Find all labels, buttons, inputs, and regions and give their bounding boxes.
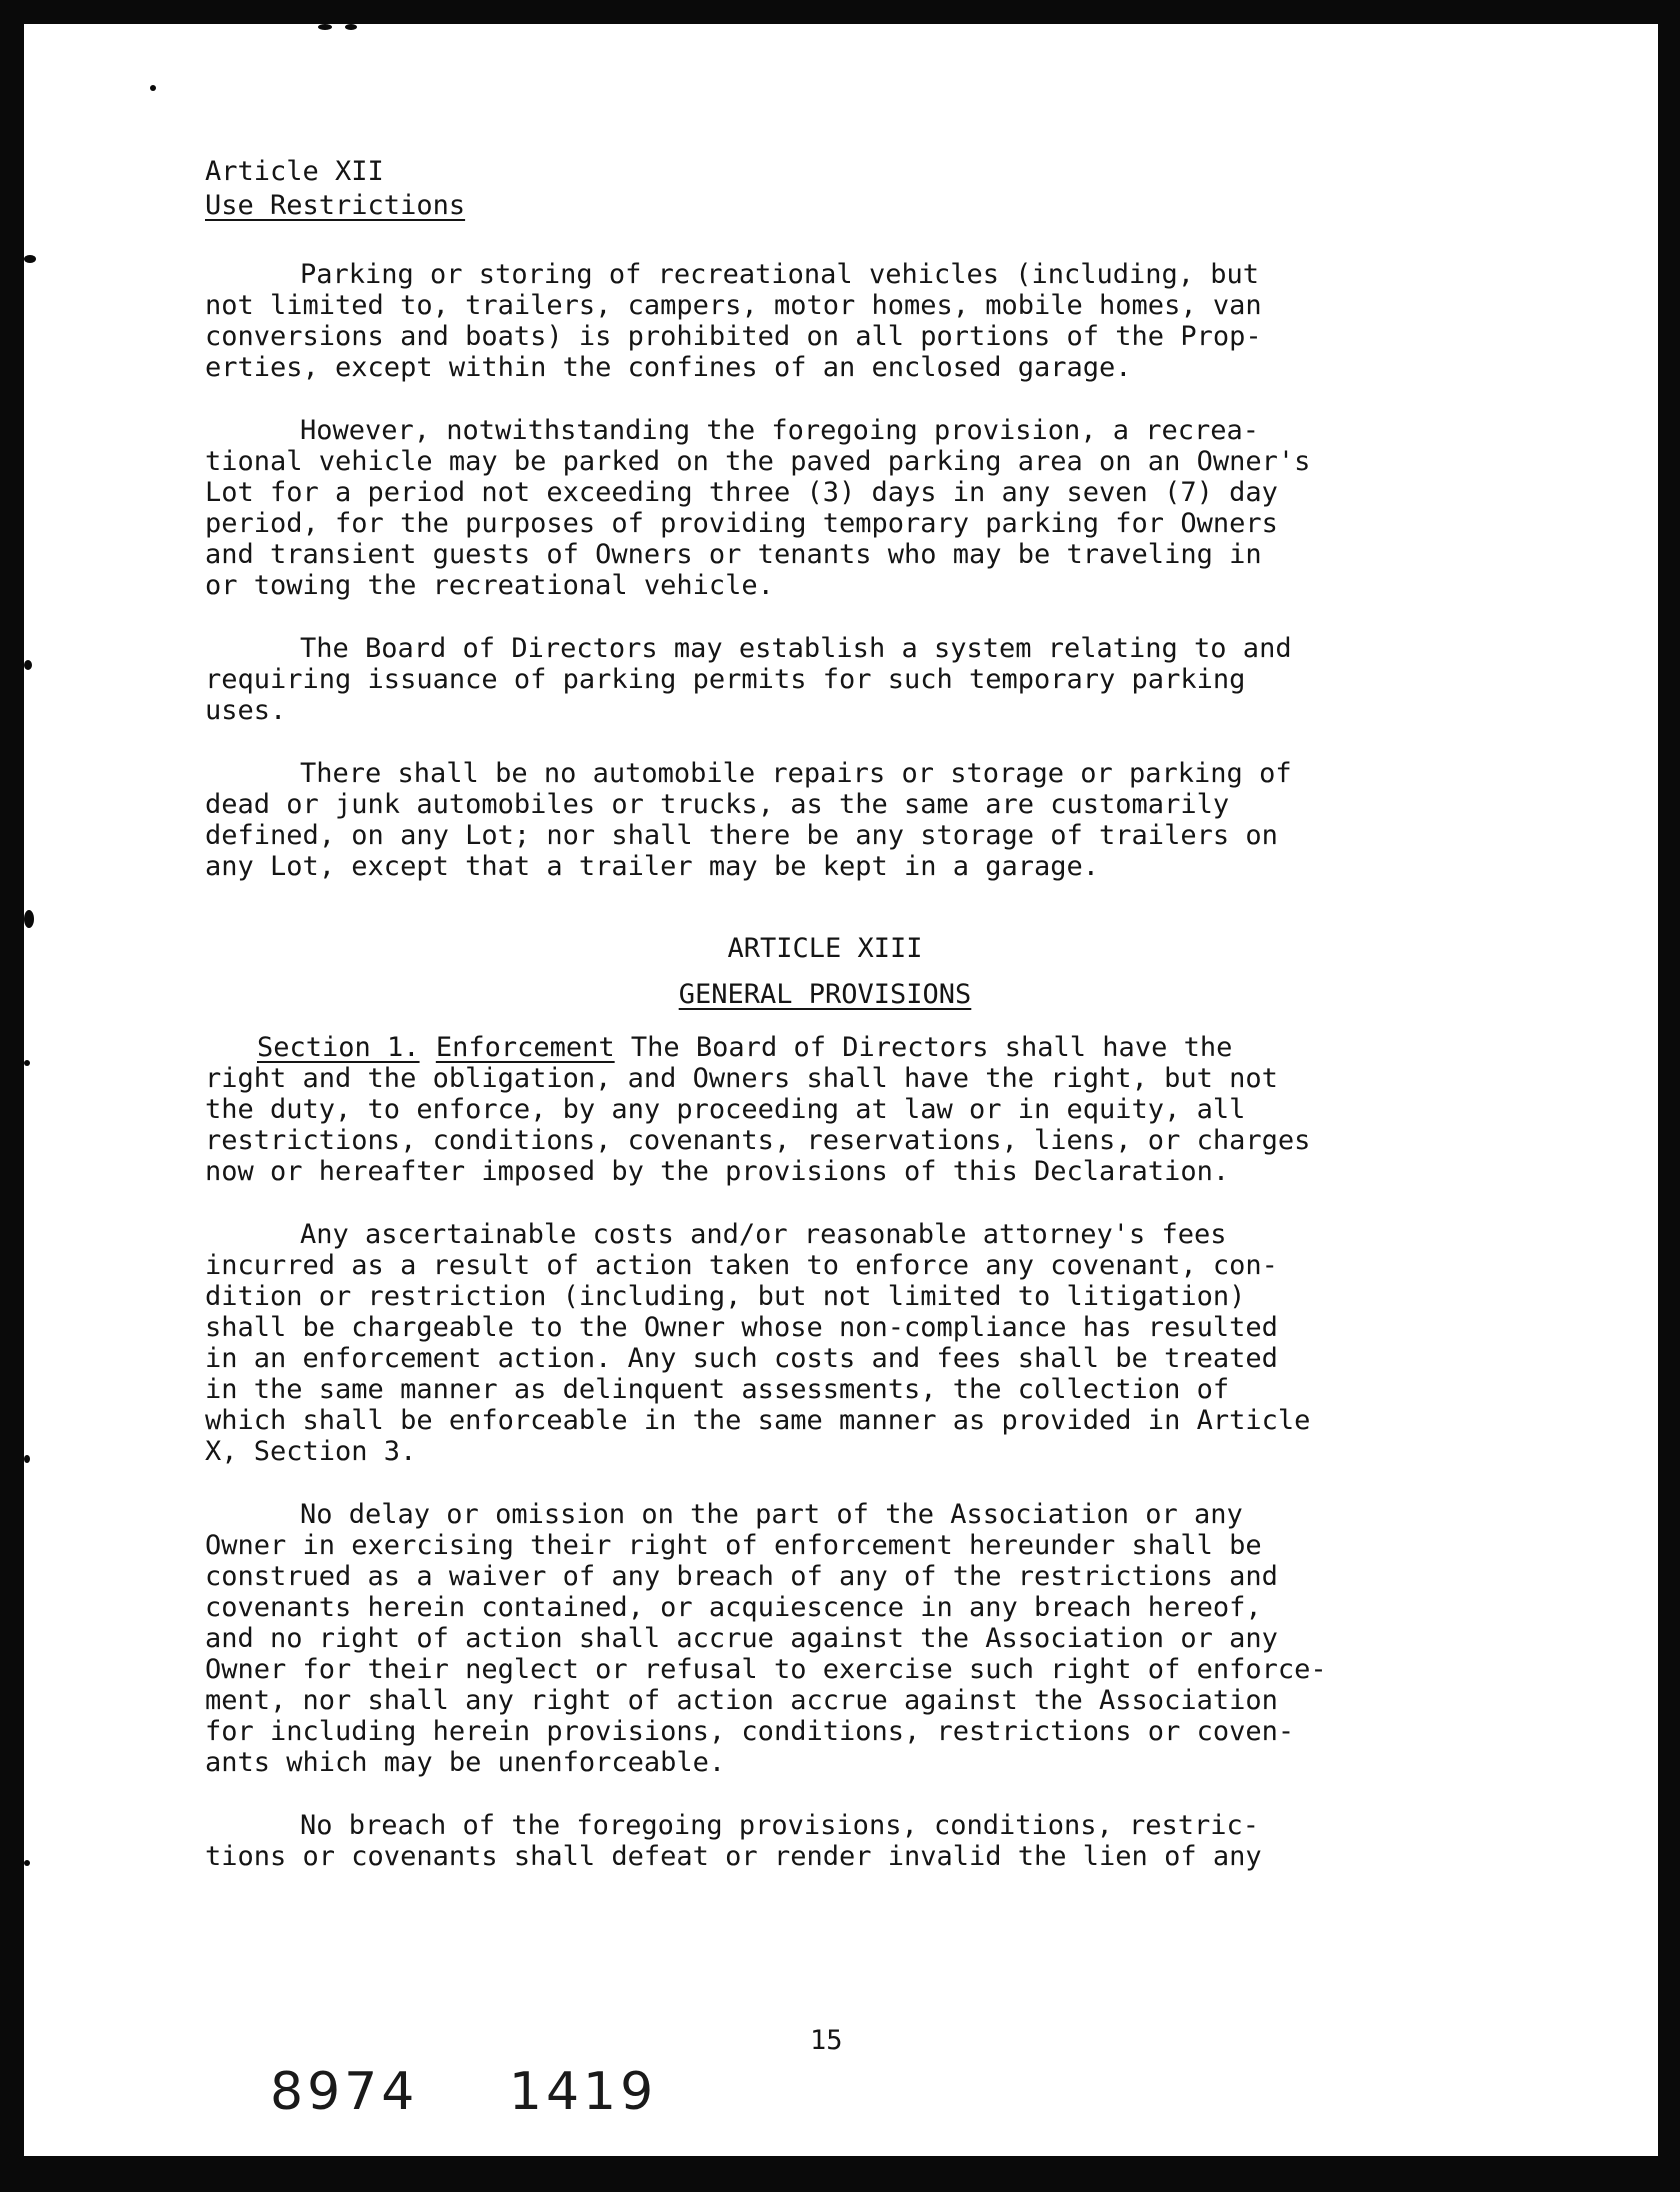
section-1-label: Section 1. <box>257 1032 420 1063</box>
document-body <box>205 155 1525 1872</box>
reference-number-right: 1419 <box>508 2062 658 2122</box>
scan-border-right <box>1658 0 1680 2192</box>
scan-speck <box>24 910 34 928</box>
article-xiii-heading: ARTICLE XIII <box>727 933 923 964</box>
article-xii-subheading: Use Restrictions <box>205 190 466 221</box>
handwritten-reference-numbers <box>270 2062 657 2122</box>
article-xii-heading: Article XII <box>205 156 384 187</box>
scan-speck <box>150 85 156 91</box>
scan-border-left <box>0 0 24 2192</box>
article-xii-paragraph-1: Parking or storing of recreational vehicles (including, but not limited to, trailers, campers, motor homes, mobile homes, van conversions and boats) is prohibited on all portions of the Prop- erties, except within the confines of an enclosed garage. <box>205 259 1262 383</box>
section-1-paragraph <box>205 1032 1525 1187</box>
scan-speck <box>24 1455 30 1463</box>
article-xii-paragraph-3: The Board of Directors may establish a system relating to and requiring issuance of parking permits for such temporary parking uses. <box>205 633 1292 726</box>
scan-border-bottom <box>0 2156 1680 2192</box>
page-number: 15 <box>810 2025 843 2056</box>
scan-speck <box>24 660 32 670</box>
article-xiii-paragraph-2: No delay or omission on the part of the Association or any Owner in exercising their right of enforcement hereunder shall be construed as a waiver of any breach of any of the restrictions and covenants herein contained, or acquiescence in any breach hereof, and no right of action shall accrue against the Association or any Owner for their neglect or refusal to exercise such right of enforce- ment, nor shall any right of action accrue against the Association for including herein provisions, conditions, restrictions or coven- ants which may be unenforceable. <box>205 1499 1327 1778</box>
scan-speck <box>24 1060 30 1066</box>
scan-speck <box>24 1860 30 1866</box>
scan-speck <box>318 24 332 30</box>
article-xii-paragraph-4: There shall be no automobile repairs or storage or parking of dead or junk automobiles or trucks, as the same are customarily defined, on any Lot; nor shall there be any storage of trailers on any Lot, except that a trailer may be kept in a garage. <box>205 758 1292 882</box>
reference-number-left: 8974 <box>270 2062 419 2122</box>
article-xiii-subheading: GENERAL PROVISIONS <box>678 979 972 1010</box>
section-1-text: The Board of Directors shall have the right and the obligation, and Owners shall have the right, but not the duty, to enforce, by any proceeding at law or in equity, all restrictions, conditions, covenants, reservations, liens, or charges now or hereafter imposed by the provisions of this Declaration. <box>205 1032 1311 1187</box>
article-xii-paragraph-2: However, notwithstanding the foregoing provision, a recrea- tional vehicle may be parked on the paved parking area on an Owner's Lot for a period not exceeding three (3) days in any seven (7) day period, for the purposes of providing temporary parking for Owners and transient guests of Owners or tenants who may be traveling in or towing the recreational vehicle. <box>205 415 1311 601</box>
scan-border-top <box>0 0 1680 24</box>
article-xiii-paragraph-1: Any ascertainable costs and/or reasonable attorney's fees incurred as a result of action taken to enforce any covenant, con- dition or restriction (including, but not limited to litigation) shall be chargeable to the Owner whose non-compliance has resulted in an enforcement action. Any such costs and fees shall be treated in the same manner as delinquent assessments, the collection of which shall be enforceable in the same manner as provided in Article X, Section 3. <box>205 1219 1311 1467</box>
section-1-title: Enforcement <box>435 1032 615 1063</box>
article-xiii-paragraph-3: No breach of the foregoing provisions, conditions, restric- tions or covenants shall defeat or render invalid the lien of any <box>205 1810 1262 1872</box>
scan-speck <box>24 255 36 263</box>
scan-speck <box>345 24 357 30</box>
article-xiii-header <box>205 932 1445 1012</box>
